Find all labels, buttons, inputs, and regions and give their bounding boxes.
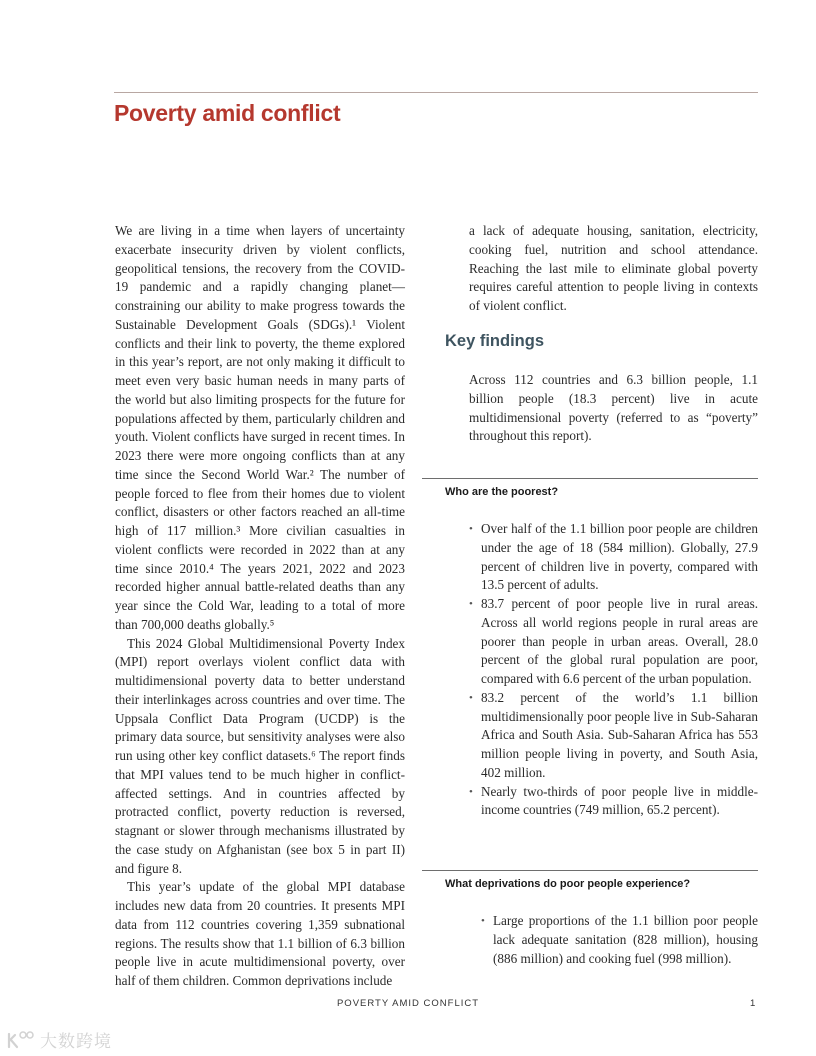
running-footer: POVERTY AMID CONFLICT	[336, 998, 480, 1009]
bullet-icon: •	[469, 523, 473, 535]
deprivations-heading: What deprivations do poor people experience?	[445, 878, 691, 890]
intro-paragraph: We are living in a time when layers of uncertainty exacerbate insecurity driven by violent conflicts, geopolitical tensions, the recovery from the COVID-19 pandemic and a rapidly changing planet—constraining our ability to make progress towards the Sustainable Development Goals (SDGs).¹ Violent conflicts and their link to poverty, the theme explored in this year’s report, are not only making it difficult to meet even very basic human needs in many parts of the world but also limiting prospects for the future for populations affected by them, particularly children and youth. Violent conflicts have surged in recent times. In 2023 there were more ongoing conflicts than at any time since the Second World War.² The number of people forced to flee from their homes due to violent conflict, disasters or other factors reached an all-time high of 117 million.³ More civilian casualties in violent conflicts were recorded in 2022 than at any time since 2010.⁴ The years 2021, 2022 and 2023 recorded higher annual battle-related deaths than any year since the Cold War, leading to a total of more than 700,000 deaths globally.⁵	[115, 223, 405, 632]
continuation-paragraph: a lack of adequate housing, sanitation, electricity, cooking fuel, nutrition and school attendance. Reaching the last mile to eliminate global poverty requires careful attention to people living in contexts of violent conflict.	[469, 223, 758, 313]
section-divider	[422, 478, 758, 479]
deprivations-list	[481, 912, 758, 968]
bullet-icon: •	[469, 598, 473, 610]
key-findings-intro: Across 112 countries and 6.3 billion people, 1.1 billion people (18.3 percent) live in acute multidimensional poverty (referred to as “poverty” throughout this report).	[469, 372, 758, 444]
bullet-icon: •	[481, 915, 485, 927]
database-update-paragraph: This year’s update of the global MPI database includes new data from 20 countries. It presents MPI data from 112 countries covering 1,359 subnational regions. The results show that 1.1 billion of 6.3 billion people live in acute multidimensional poverty, over half of them children. Common deprivations include	[115, 879, 405, 988]
kjoo-logo-icon	[6, 1030, 36, 1050]
right-column-continuation	[469, 222, 758, 316]
section-divider	[422, 870, 758, 871]
list-item: • 83.2 percent of the world’s 1.1 billion multidimensionally poor people live in Sub-Saharan Africa and South Asia. Sub-Saharan Africa has 553 million people living in poverty, and South Asia, 402 million.	[469, 689, 758, 780]
who-are-poorest-list	[469, 520, 758, 820]
key-findings-heading: Key findings	[445, 332, 545, 350]
left-column	[115, 222, 405, 991]
bullet-icon: •	[469, 785, 473, 798]
who-are-poorest-heading: Who are the poorest?	[445, 486, 559, 498]
list-item: • Nearly two-thirds of poor people live in middle-income countries (749 million, 65.2 percent).	[469, 783, 758, 818]
list-item: • Large proportions of the 1.1 billion poor people lack adequate sanitation (828 million), housing (886 million) and cooking fuel (998 million).	[481, 913, 758, 966]
watermark-text: 大数跨境	[40, 1032, 112, 1052]
page-title: Poverty amid conflict	[114, 100, 341, 126]
page-number: 1	[750, 998, 756, 1009]
watermark	[6, 1027, 112, 1052]
list-item: • Over half of the 1.1 billion poor people are children under the age of 18 (584 million). Globally, 27.9 percent of children live in poverty, compared with 13.5 percent of adults.	[469, 521, 758, 593]
bullet-icon: •	[469, 691, 473, 704]
mpi-report-paragraph: This 2024 Global Multidimensional Poverty Index (MPI) report overlays violent conflict data with multidimensional poverty data to better understand their interlinkages across countries and over time. The Uppsala Conflict Data Program (UCDP) is the primary data source, but sensitivity analyses were also run using other key conflict datasets.⁶ The report finds that MPI values tend to be much higher in conflict-affected settings. And in countries affected by protracted conflict, poverty reduction is reversed, stagnant or slower through mechanisms illustrated by the case study on Afghanistan (see box 5 in part II) and figure 8.	[115, 635, 405, 876]
list-item: • 83.7 percent of poor people live in rural areas. Across all world regions people in rural areas are poorer than people in urban areas. Overall, 28.0 percent of the global rural population are poor, compared with 6.6 percent of the urban population.	[469, 596, 758, 686]
top-rule	[114, 92, 758, 93]
